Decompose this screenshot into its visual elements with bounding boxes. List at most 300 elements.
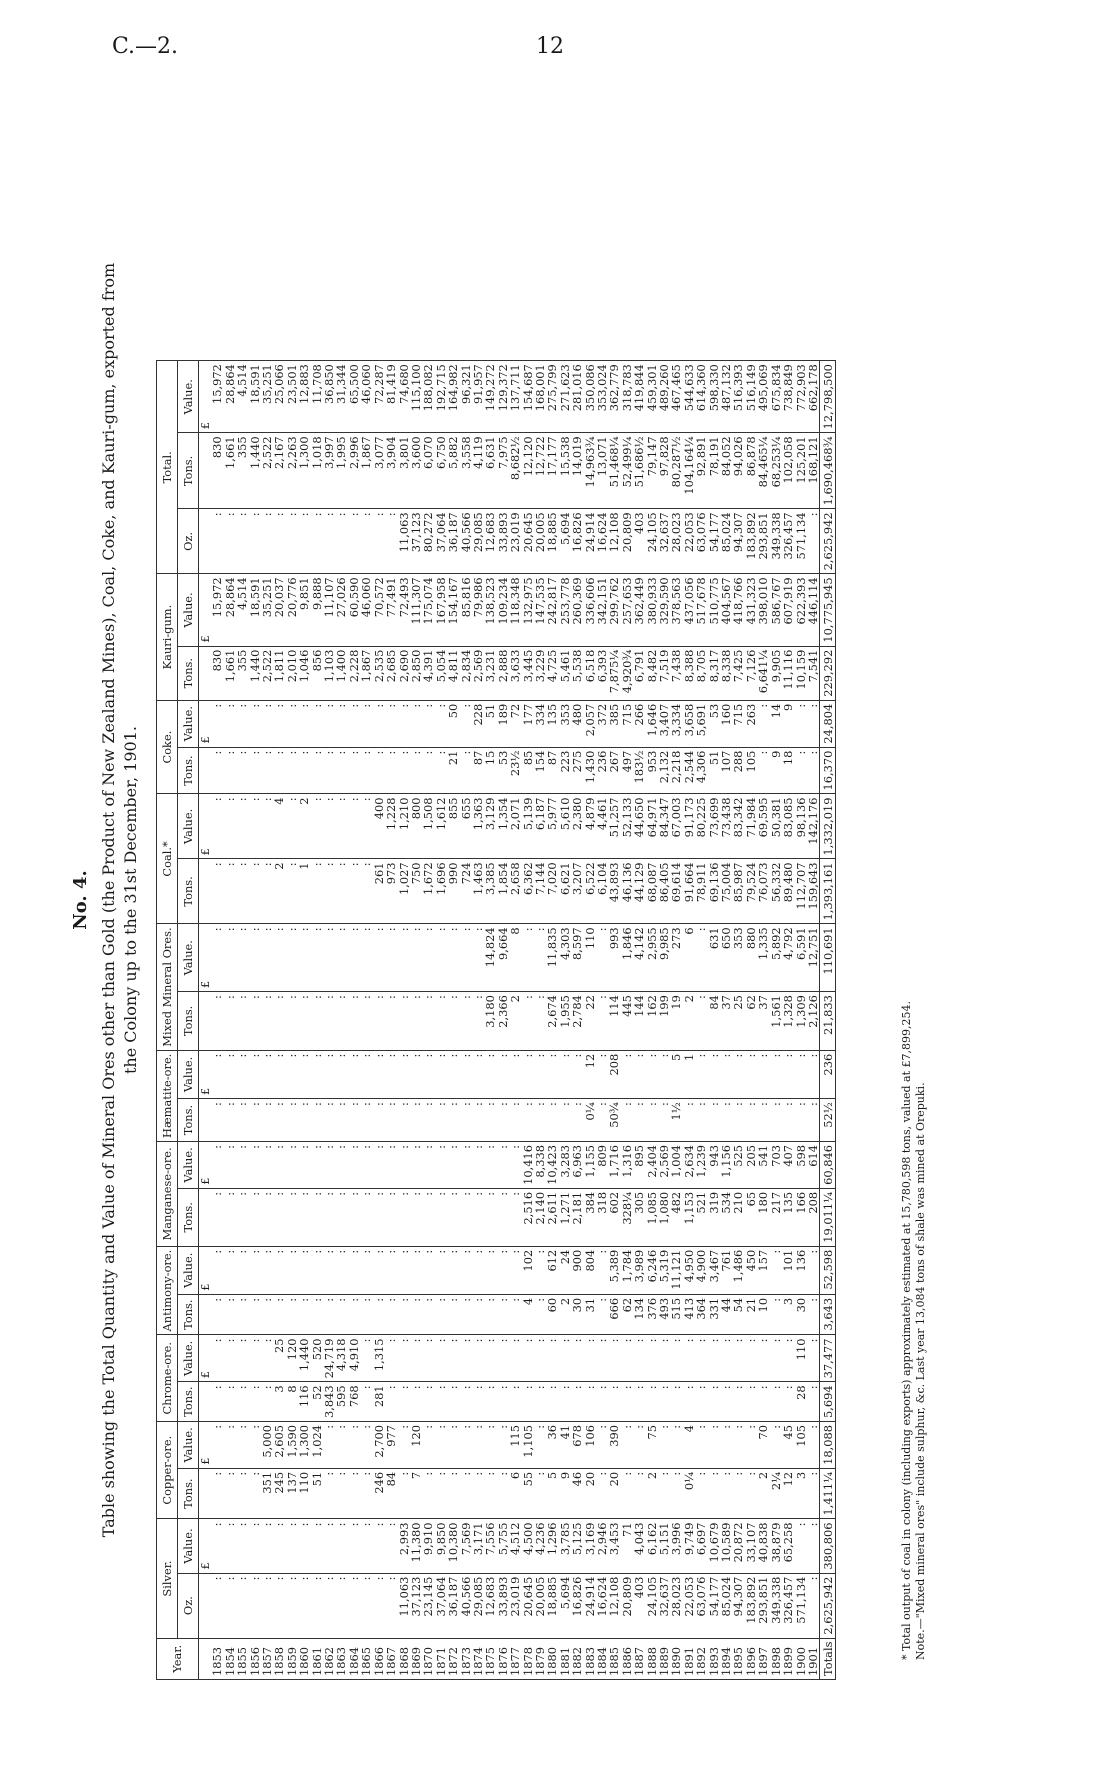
table-row — [757, 361, 769, 1680]
value-cell: : — [807, 1050, 820, 1098]
value-cell: 493 — [658, 1294, 670, 1335]
value-cell: 299,762 — [608, 574, 620, 646]
table-row — [546, 361, 558, 1680]
value-cell: 7,556 — [484, 1519, 496, 1573]
value-cell: : — [249, 1573, 261, 1638]
value-cell: : — [373, 992, 385, 1051]
value-cell: 3,231 — [484, 646, 496, 700]
totals-cell: 21,833 — [820, 992, 835, 1051]
sub-header: Value. — [178, 1519, 199, 1573]
value-cell: 91,664 — [683, 859, 695, 924]
table-row — [720, 361, 732, 1680]
value-cell: 51,468¼ — [608, 433, 620, 509]
value-cell: : — [311, 1099, 323, 1142]
value-cell: : — [373, 924, 385, 992]
value-cell: : — [335, 700, 347, 747]
value-cell: 29,085 — [472, 509, 484, 574]
value-cell: 87 — [546, 747, 558, 794]
value-cell: 9,664 — [497, 924, 509, 992]
value-cell: : — [323, 1573, 335, 1638]
value-cell: : — [335, 859, 347, 924]
value-cell: : — [348, 1099, 360, 1142]
value-cell: : — [249, 794, 261, 859]
value-cell: 154,687 — [522, 361, 534, 433]
value-cell: : — [807, 1099, 820, 1142]
currency-cell: £ — [199, 700, 212, 747]
value-cell: 3 — [795, 1468, 807, 1519]
currency-cell: £ — [199, 1519, 212, 1573]
value-cell: 973 — [385, 859, 397, 924]
value-cell: : — [497, 1468, 509, 1519]
value-cell: 44,129 — [633, 859, 645, 924]
value-cell: 10,589 — [720, 1519, 732, 1573]
value-cell: : — [497, 1335, 509, 1382]
value-cell: : — [224, 1573, 236, 1638]
value-cell: : — [435, 1382, 447, 1422]
value-cell: : — [211, 924, 223, 992]
value-cell: : — [335, 1294, 347, 1335]
value-cell: 809 — [596, 1141, 608, 1188]
value-cell: 6,393 — [596, 646, 608, 700]
value-cell: 5,139 — [522, 794, 534, 859]
value-cell: 7,541 — [807, 646, 820, 700]
value-cell: 97,828 — [658, 433, 670, 509]
value-cell: 678 — [571, 1421, 583, 1468]
value-cell: 125,201 — [795, 433, 807, 509]
value-cell: : — [795, 747, 807, 794]
value-cell: 6,104 — [596, 859, 608, 924]
value-cell: 3,283 — [559, 1141, 571, 1188]
value-cell: : — [633, 1099, 645, 1142]
value-cell: : — [398, 1335, 410, 1382]
value-cell: : — [460, 1421, 472, 1468]
value-cell: 109,234 — [497, 574, 509, 646]
value-cell: : — [497, 1382, 509, 1422]
value-cell: : — [745, 1099, 757, 1142]
year-cell: 1861 — [311, 1638, 323, 1679]
value-cell: : — [460, 1188, 472, 1246]
value-cell: 4,910 — [348, 1335, 360, 1382]
value-cell: 520 — [311, 1335, 323, 1382]
value-cell: : — [484, 1141, 496, 1188]
value-cell: 51,257 — [608, 794, 620, 859]
value-cell: : — [385, 992, 397, 1051]
value-cell: 23,145 — [422, 1573, 434, 1638]
value-cell: 1,027 — [398, 859, 410, 924]
footnotes — [900, 1001, 928, 1660]
value-cell: 25,066 — [273, 361, 285, 433]
value-cell: 188,082 — [422, 361, 434, 433]
value-cell: 27,026 — [335, 574, 347, 646]
value-cell: : — [360, 1246, 372, 1294]
value-cell: 14 — [770, 700, 782, 747]
value-cell: : — [311, 1246, 323, 1294]
value-cell: : — [435, 700, 447, 747]
value-cell: : — [807, 747, 820, 794]
value-cell: 20,809 — [621, 509, 633, 574]
value-cell: 3,904 — [385, 433, 397, 509]
value-cell: 70 — [757, 1421, 769, 1468]
value-cell: 183,892 — [745, 1573, 757, 1638]
value-cell: 1 — [298, 859, 310, 924]
value-cell: 1,661 — [224, 646, 236, 700]
value-cell: : — [323, 794, 335, 859]
value-cell: 612 — [546, 1246, 558, 1294]
value-cell: : — [311, 747, 323, 794]
value-cell: 3,785 — [559, 1519, 571, 1573]
value-cell: : — [249, 509, 261, 574]
value-cell: : — [261, 509, 273, 574]
value-cell: : — [249, 700, 261, 747]
value-cell: : — [249, 1382, 261, 1422]
value-cell: 1,085 — [646, 1188, 658, 1246]
value-cell: 275 — [571, 747, 583, 794]
value-cell: 253,778 — [559, 574, 571, 646]
table-row — [484, 361, 496, 1680]
value-cell: 2 — [273, 859, 285, 924]
value-cell: 2,535 — [373, 646, 385, 700]
value-cell: 5,977 — [546, 794, 558, 859]
value-cell: 3,558 — [460, 433, 472, 509]
sub-header: Tons. — [178, 992, 199, 1051]
value-cell: : — [522, 1099, 534, 1142]
value-cell: : — [273, 1573, 285, 1638]
value-cell: 9,850 — [435, 1519, 447, 1573]
value-cell: : — [447, 924, 459, 992]
value-cell: 515 — [670, 1294, 682, 1335]
value-cell: 54,177 — [708, 509, 720, 574]
value-cell: 800 — [410, 794, 422, 859]
value-cell: : — [348, 1573, 360, 1638]
value-cell: 3,453 — [608, 1519, 620, 1573]
currency-cell: £ — [199, 1421, 212, 1468]
value-cell: 281,016 — [571, 361, 583, 433]
value-cell: : — [757, 747, 769, 794]
year-cell: 1889 — [658, 1638, 670, 1679]
value-cell: : — [509, 1050, 521, 1098]
value-cell: : — [522, 924, 534, 992]
value-cell: 83,085 — [782, 794, 794, 859]
value-cell: 15,972 — [211, 361, 223, 433]
value-cell: : — [335, 1141, 347, 1188]
value-cell: : — [633, 1050, 645, 1098]
value-cell: : — [708, 1421, 720, 1468]
value-cell: : — [608, 1382, 620, 1422]
value-cell: 3 — [273, 1382, 285, 1422]
currency-cell — [199, 992, 212, 1051]
value-cell: : — [323, 747, 335, 794]
value-cell: : — [398, 1246, 410, 1294]
sub-header-row — [178, 361, 199, 1680]
value-cell: : — [249, 1421, 261, 1468]
value-cell: : — [249, 859, 261, 924]
totals-cell: 236 — [820, 1050, 835, 1098]
value-cell: 2,167 — [273, 433, 285, 509]
value-cell: 1,846 — [621, 924, 633, 992]
value-cell: 86,878 — [745, 433, 757, 509]
value-cell: : — [658, 1382, 670, 1422]
value-cell: 2,071 — [509, 794, 521, 859]
value-cell: : — [373, 1141, 385, 1188]
sub-header: Tons. — [178, 1468, 199, 1519]
value-cell: : — [807, 1246, 820, 1294]
value-cell: 69,595 — [757, 794, 769, 859]
value-cell: : — [596, 1421, 608, 1468]
value-cell: : — [670, 1382, 682, 1422]
value-cell: : — [348, 859, 360, 924]
value-cell: : — [807, 1519, 820, 1573]
value-cell: : — [323, 1519, 335, 1573]
value-cell: : — [311, 700, 323, 747]
value-cell: : — [373, 1519, 385, 1573]
year-cell: 1855 — [236, 1638, 248, 1679]
value-cell: 9 — [770, 747, 782, 794]
value-cell: 12,683 — [484, 1573, 496, 1638]
totals-cell: 110,691 — [820, 924, 835, 992]
value-cell: : — [385, 1141, 397, 1188]
value-cell: : — [249, 924, 261, 992]
value-cell: : — [249, 1099, 261, 1142]
value-cell: 517,678 — [695, 574, 707, 646]
value-cell: : — [323, 859, 335, 924]
value-cell: : — [559, 1382, 571, 1422]
value-cell: 12,683 — [484, 509, 496, 574]
value-cell: : — [335, 747, 347, 794]
value-cell: : — [360, 1141, 372, 1188]
value-cell: : — [422, 1246, 434, 1294]
value-cell: 54 — [732, 1294, 744, 1335]
value-cell: 1,440 — [249, 646, 261, 700]
value-cell: : — [596, 1468, 608, 1519]
value-cell: : — [447, 1468, 459, 1519]
table-row — [695, 361, 707, 1680]
value-cell: 15,538 — [559, 433, 571, 509]
value-cell: 36 — [546, 1421, 558, 1468]
value-cell: 11,380 — [410, 1519, 422, 1573]
value-cell: : — [323, 1188, 335, 1246]
value-cell: : — [720, 1335, 732, 1382]
value-cell: : — [732, 1050, 744, 1098]
value-cell: : — [646, 1099, 658, 1142]
value-cell: 418,766 — [732, 574, 744, 646]
value-cell: 8 — [509, 924, 521, 992]
col-chrome: Chrome-ore. — [157, 1335, 178, 1421]
totals-label: Totals — [820, 1638, 835, 1679]
value-cell: 68,087 — [646, 859, 658, 924]
value-cell: 1,784 — [621, 1246, 633, 1294]
value-cell: 2,181 — [571, 1188, 583, 1246]
value-cell: 622,393 — [795, 574, 807, 646]
value-cell: 3,801 — [398, 433, 410, 509]
value-cell: : — [360, 924, 372, 992]
value-cell: : — [522, 1050, 534, 1098]
value-cell: 614,360 — [695, 361, 707, 433]
value-cell: 257,653 — [621, 574, 633, 646]
value-cell: : — [447, 1294, 459, 1335]
value-cell: 407 — [782, 1141, 794, 1188]
totals-cell: 12,798,500 — [820, 361, 835, 433]
value-cell: : — [447, 992, 459, 1051]
value-cell: : — [621, 1335, 633, 1382]
value-cell: 8,338 — [720, 646, 732, 700]
value-cell: : — [249, 1246, 261, 1294]
value-cell: 4,811 — [447, 646, 459, 700]
value-cell: : — [807, 1382, 820, 1422]
value-cell: : — [348, 747, 360, 794]
value-cell: : — [373, 509, 385, 574]
value-cell: 378,563 — [670, 574, 682, 646]
value-cell: 544,633 — [683, 361, 695, 433]
value-cell: 83,342 — [732, 794, 744, 859]
value-cell: : — [435, 1099, 447, 1142]
value-cell: 7 — [410, 1468, 422, 1519]
value-cell: 353 — [559, 700, 571, 747]
year-cell: 1893 — [708, 1638, 720, 1679]
value-cell: 318,783 — [621, 361, 633, 433]
value-cell: : — [335, 1099, 347, 1142]
value-cell: : — [261, 1246, 273, 1294]
value-cell: : — [286, 1141, 298, 1188]
value-cell: : — [360, 509, 372, 574]
value-cell: : — [472, 1468, 484, 1519]
value-cell: : — [385, 747, 397, 794]
value-cell: 331 — [708, 1294, 720, 1335]
value-cell: : — [224, 1294, 236, 1335]
value-cell: 342,151 — [596, 574, 608, 646]
value-cell: 943 — [708, 1141, 720, 1188]
year-cell: 1865 — [360, 1638, 372, 1679]
value-cell: : — [571, 1099, 583, 1142]
value-cell: 20,645 — [522, 1573, 534, 1638]
year-cell: 1887 — [633, 1638, 645, 1679]
value-cell: 67,003 — [670, 794, 682, 859]
year-cell: 1864 — [348, 1638, 360, 1679]
value-cell: 144 — [633, 992, 645, 1051]
value-cell: : — [534, 992, 546, 1051]
value-cell: 2,569 — [658, 1141, 670, 1188]
sub-header: Oz. — [178, 509, 199, 574]
table-row — [273, 361, 285, 1680]
value-cell: 24,719 — [323, 1335, 335, 1382]
value-cell: : — [373, 1188, 385, 1246]
value-cell: : — [360, 992, 372, 1051]
value-cell: 10 — [757, 1294, 769, 1335]
value-cell: 228 — [472, 700, 484, 747]
value-cell: 3,467 — [708, 1246, 720, 1294]
value-cell: : — [398, 992, 410, 1051]
value-cell: : — [373, 1246, 385, 1294]
value-cell: : — [670, 1421, 682, 1468]
value-cell: : — [211, 1294, 223, 1335]
value-cell: : — [509, 1294, 521, 1335]
value-cell: 7,144 — [534, 859, 546, 924]
totals-cell: 380,806 — [820, 1519, 835, 1573]
value-cell: 10,380 — [447, 1519, 459, 1573]
col-copper: Copper-ore. — [157, 1421, 178, 1519]
value-cell: : — [398, 1188, 410, 1246]
table-row — [224, 361, 236, 1680]
table-number: No. 4. — [70, 870, 91, 930]
value-cell: : — [646, 1335, 658, 1382]
value-cell: : — [447, 1335, 459, 1382]
value-cell: 192,715 — [435, 361, 447, 433]
value-cell: 2,996 — [348, 433, 360, 509]
value-cell: : — [422, 700, 434, 747]
value-cell: : — [286, 794, 298, 859]
value-cell: : — [273, 700, 285, 747]
value-cell: 7,126 — [745, 646, 757, 700]
totals-cell: 60,846 — [820, 1141, 835, 1188]
value-cell: : — [472, 1188, 484, 1246]
value-cell: 450 — [745, 1246, 757, 1294]
value-cell: : — [410, 1188, 422, 1246]
value-cell: : — [435, 924, 447, 992]
value-cell: : — [224, 1099, 236, 1142]
currency-cell: £ — [199, 1141, 212, 1188]
value-cell: 105 — [795, 1421, 807, 1468]
value-cell: : — [422, 992, 434, 1051]
value-cell: 33,893 — [497, 509, 509, 574]
table-row — [646, 361, 658, 1680]
value-cell: : — [571, 1335, 583, 1382]
value-cell: : — [757, 1382, 769, 1422]
value-cell: 403 — [633, 509, 645, 574]
value-cell: : — [311, 1050, 323, 1098]
value-cell: 318 — [596, 1188, 608, 1246]
value-cell: : — [782, 1382, 794, 1422]
value-cell: 11,708 — [311, 361, 323, 433]
value-cell: 3,407 — [658, 700, 670, 747]
value-cell: 11,116 — [782, 646, 794, 700]
value-cell: 2,834 — [460, 646, 472, 700]
value-cell: 336,606 — [584, 574, 596, 646]
value-cell: 5,755 — [497, 1519, 509, 1573]
value-cell: : — [410, 1382, 422, 1422]
value-cell: 23,019 — [509, 1573, 521, 1638]
value-cell: : — [373, 1050, 385, 1098]
value-cell: : — [670, 1335, 682, 1382]
value-cell: : — [298, 924, 310, 992]
value-cell: 30 — [795, 1294, 807, 1335]
value-cell: : — [571, 1050, 583, 1098]
value-cell: 0¼ — [683, 1468, 695, 1519]
value-cell: : — [695, 1382, 707, 1422]
value-cell: 2,132 — [658, 747, 670, 794]
value-cell: : — [460, 1294, 472, 1335]
year-cell: 1881 — [559, 1638, 571, 1679]
value-cell: 6,522 — [584, 859, 596, 924]
value-cell: : — [273, 992, 285, 1051]
value-cell: 2,674 — [546, 992, 558, 1051]
currency-cell — [199, 1188, 212, 1246]
value-cell: : — [236, 1099, 248, 1142]
value-cell: : — [236, 1519, 248, 1573]
value-cell: 45 — [782, 1421, 794, 1468]
value-cell: : — [460, 700, 472, 747]
totals-cell: 5,694 — [820, 1382, 835, 1422]
value-cell: 5,151 — [658, 1519, 670, 1573]
value-cell: 4,142 — [633, 924, 645, 992]
sub-header: Value. — [178, 794, 199, 859]
value-cell: 52 — [311, 1382, 323, 1422]
value-cell: 6,791 — [633, 646, 645, 700]
value-cell: 1,486 — [732, 1246, 744, 1294]
value-cell: 3,169 — [584, 1519, 596, 1573]
value-cell: : — [472, 1246, 484, 1294]
table-row — [683, 361, 695, 1680]
sub-header: Value. — [178, 1246, 199, 1294]
value-cell: 571,134 — [795, 1573, 807, 1638]
